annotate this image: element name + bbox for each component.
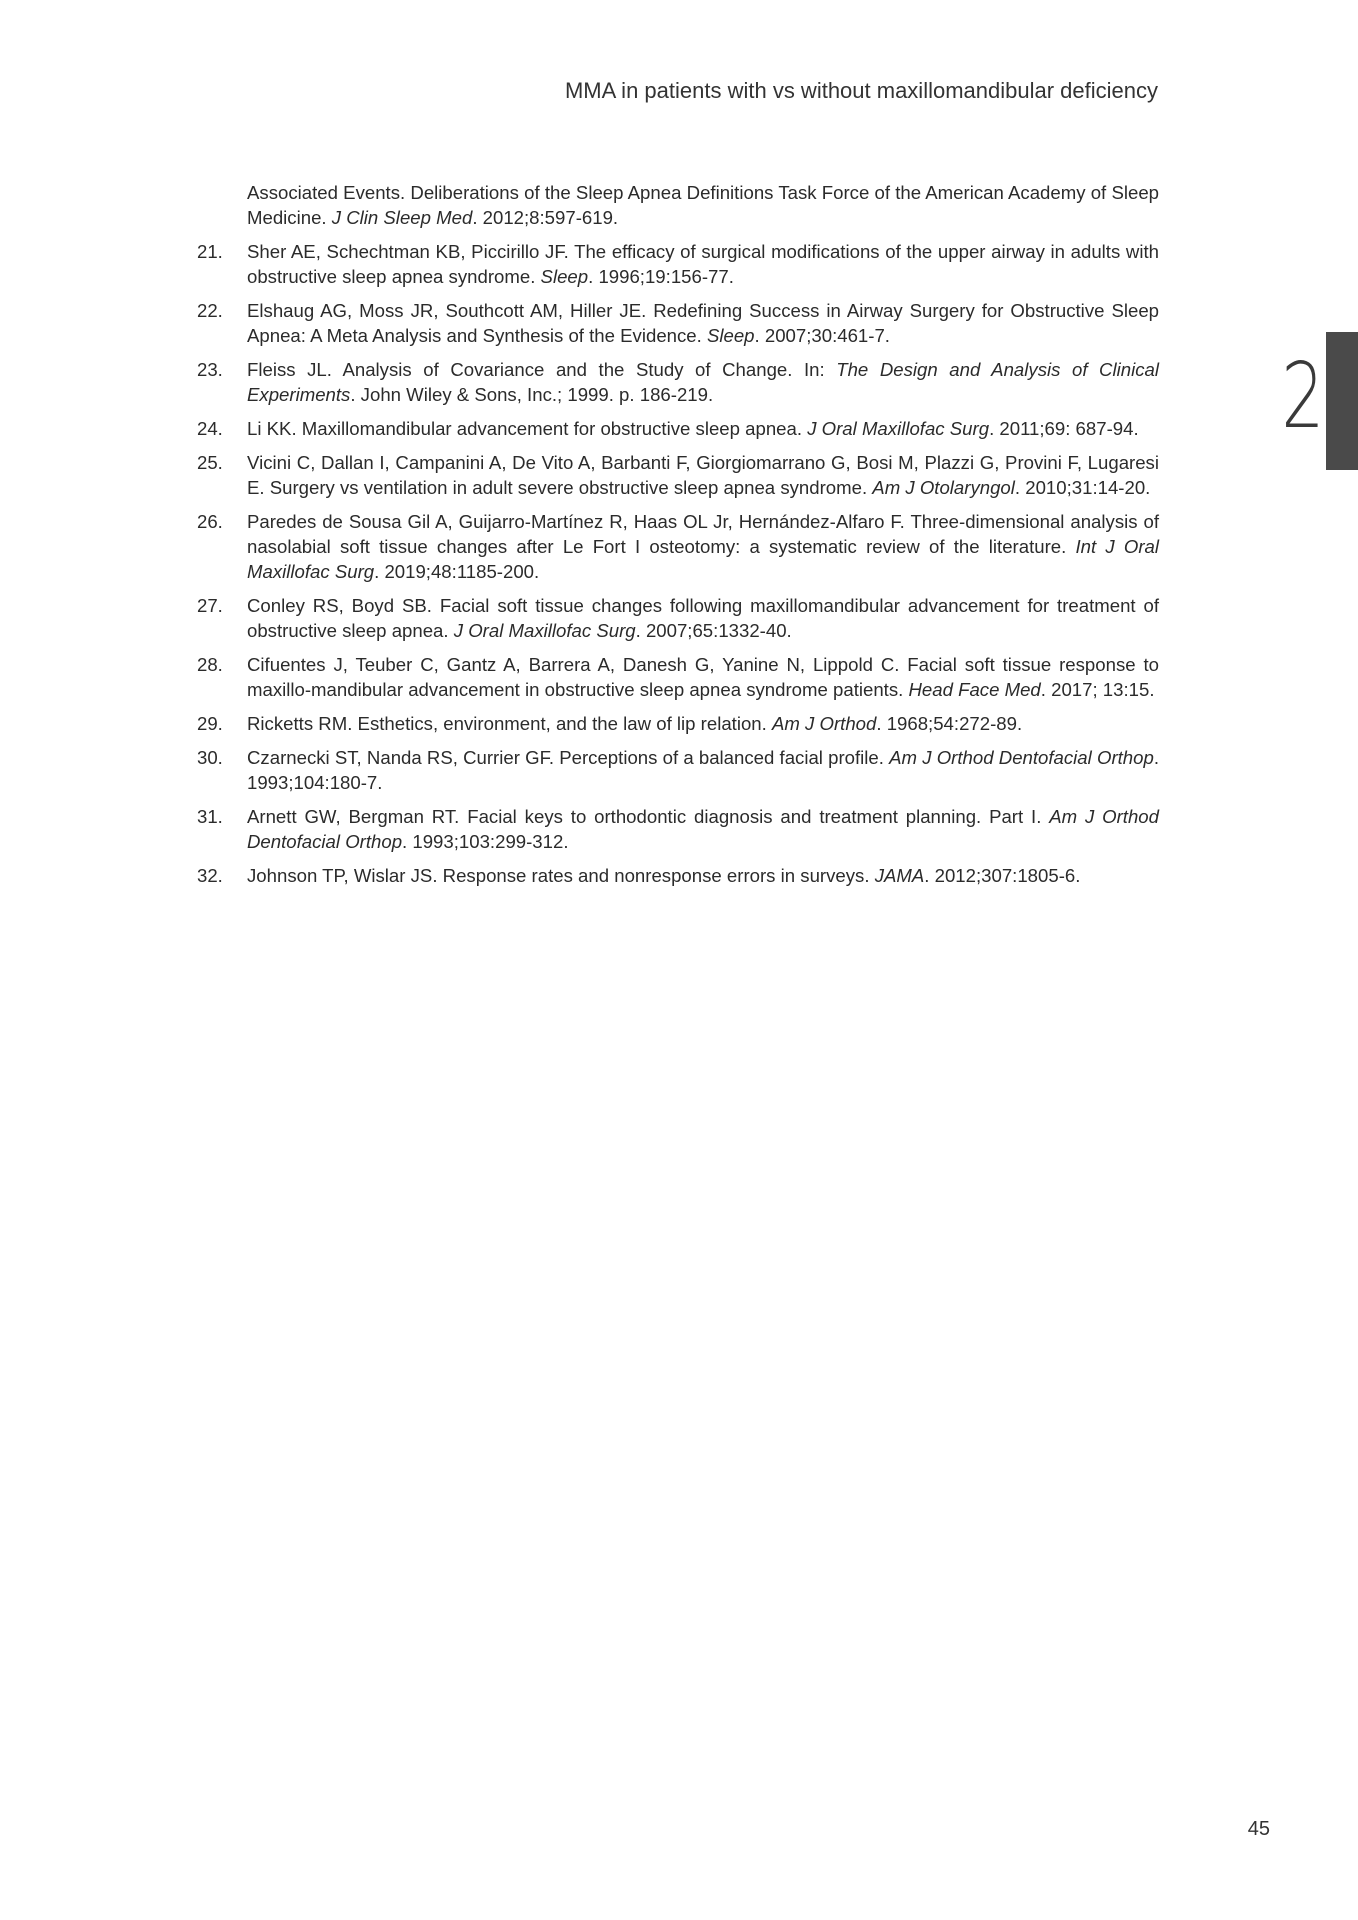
journal-title: J Oral Maxillofac Surg	[807, 418, 990, 439]
journal-title: Sleep	[540, 266, 589, 287]
reference-number: 26.	[197, 511, 223, 532]
reference-item	[197, 298, 1159, 348]
journal-title: JAMA	[874, 865, 925, 886]
reference-segment: . 2011;69: 687-94.	[989, 418, 1139, 439]
reference-item	[197, 509, 1159, 584]
reference-segment: Elshaug AG, Moss JR, Southcott AM, Hiller JE. Redefining Success in Airway Surgery for Obstructive Sleep Apnea: A Meta Analysis and Synthesis of the Evidence.	[247, 300, 1159, 346]
reference-segment: Paredes de Sousa Gil A, Guijarro-Martínez R, Haas OL Jr, Hernández-Alfaro F. Three-dimensional analysis of nasolabial soft tissue changes after Le Fort I osteotomy: a systematic review of the literature.	[247, 511, 1159, 557]
reference-segment: . 2012;307:1805-6.	[924, 865, 1081, 886]
reference-item	[197, 239, 1159, 289]
reference-segment: Czarnecki ST, Nanda RS, Currier GF. Perceptions of a balanced facial profile.	[247, 747, 890, 768]
chapter-number: 2	[1281, 344, 1324, 449]
reference-text	[247, 804, 1159, 854]
reference-number: 23.	[197, 359, 223, 380]
reference-text	[247, 416, 1159, 441]
reference-segment: Ricketts RM. Esthetics, environment, and the law of lip relation.	[247, 713, 772, 734]
reference-text	[247, 298, 1159, 348]
reference-text	[247, 450, 1159, 500]
journal-title: Am J Otolaryngol	[872, 477, 1015, 498]
journal-title: Am J Orthod Dentofacial Orthop	[247, 806, 1159, 852]
reference-segment: . 2007;30:461-7.	[754, 325, 890, 346]
reference-text	[247, 652, 1159, 702]
reference-number: 25.	[197, 452, 223, 473]
chapter-tab	[1326, 332, 1358, 470]
journal-title: Head Face Med	[908, 679, 1041, 700]
journal-title: Am J Orthod	[771, 713, 877, 734]
reference-segment: . 2007;65:1332-40.	[635, 620, 792, 641]
reference-segment: Associated Events. Deliberations of the Sleep Apnea Definitions Task Force of the American Academy of Sleep Medicine.	[247, 182, 1159, 228]
reference-text	[247, 180, 1159, 230]
reference-number: 22.	[197, 300, 223, 321]
reference-segment: . 2017; 13:15.	[1040, 679, 1155, 700]
page-number: 45	[1247, 1818, 1270, 1840]
reference-number: 30.	[197, 747, 223, 768]
reference-item	[197, 745, 1159, 795]
reference-item	[197, 863, 1159, 888]
journal-title: Am J Orthod Dentofacial Orthop	[889, 747, 1154, 768]
journal-title: Sleep	[706, 325, 755, 346]
reference-number: 24.	[197, 418, 223, 439]
reference-segment: Li KK. Maxillomandibular advancement for obstructive sleep apnea.	[247, 418, 808, 439]
reference-segment: . 2010;31:14-20.	[1014, 477, 1151, 498]
reference-item	[197, 416, 1159, 441]
reference-number: 27.	[197, 595, 223, 616]
reference-segment: Vicini C, Dallan I, Campanini A, De Vito A, Barbanti F, Giorgiomarrano G, Bosi M, Plazzi G, Provini F, Lugaresi E. Surgery vs ventilation in adult severe obstructive sleep apnea syndrome.	[247, 452, 1159, 498]
reference-item	[197, 652, 1159, 702]
reference-segment: . 2012;8:597-619.	[472, 207, 619, 228]
reference-segment: . John Wiley & Sons, Inc.; 1999. p. 186-219.	[350, 384, 714, 405]
reference-segment: . 1996;19:156-77.	[588, 266, 734, 287]
reference-segment: . 1993;103:299-312.	[402, 831, 569, 852]
reference-item	[197, 357, 1159, 407]
reference-segment: Cifuentes J, Teuber C, Gantz A, Barrera A, Danesh G, Yanine N, Lippold C. Facial soft tissue response to maxillo-mandibular advancement in obstructive sleep apnea syndrome patients.	[247, 654, 1159, 700]
reference-segment: . 1968;54:272-89.	[876, 713, 1023, 734]
reference-segment: Fleiss JL. Analysis of Covariance and the Study of Change. In:	[247, 359, 837, 380]
reference-item	[197, 180, 1159, 230]
reference-segment: Sher AE, Schechtman KB, Piccirillo JF. The efficacy of surgical modifications of the upper airway in adults with obstructive sleep apnea syndrome.	[247, 241, 1159, 287]
reference-text	[247, 593, 1159, 643]
reference-segment: . 1993;104:180-7.	[247, 747, 1159, 793]
journal-title: J Oral Maxillofac Surg	[453, 620, 636, 641]
reference-item	[197, 711, 1159, 736]
reference-number: 31.	[197, 806, 223, 827]
journal-title: Int J Oral Maxillofac Surg	[247, 536, 1159, 582]
reference-text	[247, 239, 1159, 289]
reference-number: 32.	[197, 865, 223, 886]
reference-item	[197, 450, 1159, 500]
reference-list	[197, 180, 1159, 897]
reference-text	[247, 509, 1159, 584]
reference-text	[247, 863, 1159, 888]
reference-segment: Arnett GW, Bergman RT. Facial keys to orthodontic diagnosis and treatment planning. Part I.	[247, 806, 1050, 827]
reference-number: 28.	[197, 654, 223, 675]
running-header: MMA in patients with vs without maxillomandibular deficiency	[564, 78, 1158, 103]
reference-segment: . 2019;48:1185-200.	[374, 561, 540, 582]
reference-item	[197, 804, 1159, 854]
journal-title: J Clin Sleep Med	[331, 207, 473, 228]
reference-segment: Johnson TP, Wislar JS. Response rates and nonresponse errors in surveys.	[247, 865, 875, 886]
reference-number: 29.	[197, 713, 223, 734]
reference-text	[247, 745, 1159, 795]
reference-text	[247, 711, 1159, 736]
reference-number: 21.	[197, 241, 223, 262]
journal-title: The Design and Analysis of Clinical Experiments	[247, 359, 1159, 405]
reference-item	[197, 593, 1159, 643]
reference-segment: Conley RS, Boyd SB. Facial soft tissue changes following maxillomandibular advancement for treatment of obstructive sleep apnea.	[247, 595, 1159, 641]
reference-text	[247, 357, 1159, 407]
